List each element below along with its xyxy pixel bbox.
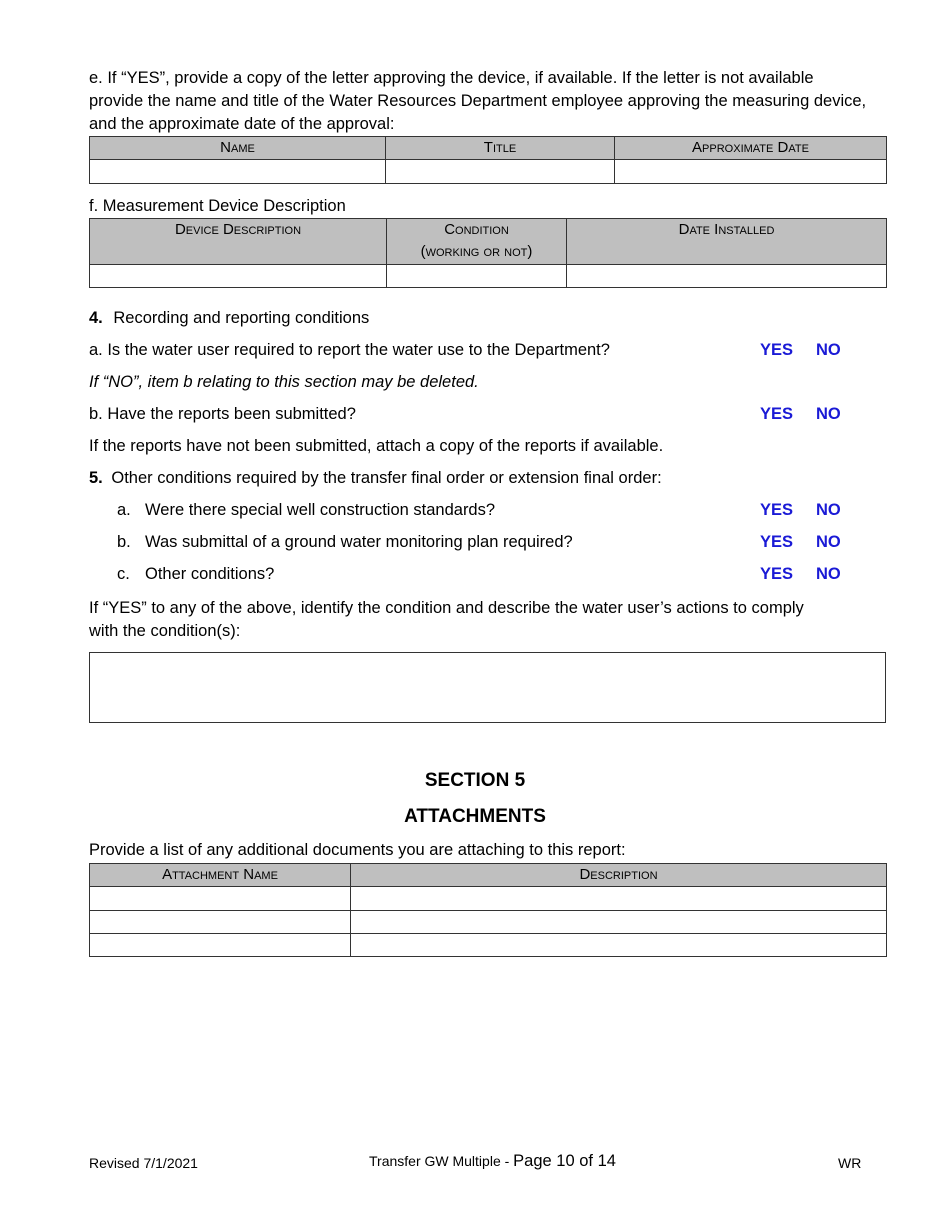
condition-header	[387, 219, 567, 265]
q4b-yes-option[interactable]: YES	[760, 405, 794, 423]
attachment-name-cell[interactable]	[90, 911, 351, 934]
condition-sublabel: (working or not)	[420, 243, 533, 260]
question-5-title: Other conditions required by the transfer final order or extension final order:	[111, 469, 662, 487]
date-installed-cell[interactable]	[567, 265, 887, 288]
item-e-text: e. If “YES”, provide a copy of the letter approving the device, if available. If the letter is not available provide the name and title of the Water Resources Department employee approving the measuring device, and the approximate date of the approval:	[89, 69, 867, 133]
footer-revised: Revised 7/1/2021	[89, 1155, 198, 1171]
reports-attach-note: If the reports have not been submitted, attach a copy of the reports if available.	[89, 437, 664, 455]
attachment-name-cell[interactable]	[90, 887, 351, 911]
description-header: Description	[351, 864, 887, 887]
device-table	[89, 218, 887, 288]
date-installed-header: Date Installed	[567, 219, 887, 265]
attachment-name-cell[interactable]	[90, 934, 351, 957]
attachments-table	[89, 863, 887, 957]
device-description-header: Device Description	[90, 219, 387, 265]
q5c-yes-option[interactable]: YES	[760, 565, 794, 583]
name-cell[interactable]	[90, 160, 386, 184]
q5c-no-option[interactable]: NO	[816, 565, 841, 583]
title-cell[interactable]	[386, 160, 615, 184]
name-header: Name	[90, 137, 386, 160]
section-5-heading: SECTION 5	[424, 770, 526, 791]
footer-code: WR	[838, 1155, 862, 1171]
question-5-number: 5.	[89, 469, 103, 487]
table-row	[90, 911, 887, 934]
title-header: Title	[386, 137, 615, 160]
question-4a: a. Is the water user required to report the water use to the Department?	[89, 341, 610, 359]
q5a-letter: a.	[117, 501, 131, 519]
section-4-note: If “NO”, item b relating to this section may be deleted.	[89, 373, 479, 391]
condition-cell[interactable]	[387, 265, 567, 288]
question-5c	[117, 565, 274, 584]
question-5-heading	[89, 469, 662, 488]
footer-document	[369, 1152, 616, 1171]
q5b-text: Was submittal of a ground water monitoring plan required?	[145, 533, 573, 551]
item-f-text: f. Measurement Device Description	[89, 197, 346, 215]
description-cell[interactable]	[351, 911, 887, 934]
attachments-intro: Provide a list of any additional documents you are attaching to this report:	[89, 841, 626, 859]
table-row	[90, 934, 887, 957]
footer-doc-title: Transfer GW Multiple -	[369, 1153, 514, 1169]
approximate-date-cell[interactable]	[615, 160, 887, 184]
section-4-heading	[89, 309, 369, 328]
q4a-yes-option[interactable]: YES	[760, 341, 794, 359]
conditions-text-box[interactable]	[89, 652, 886, 723]
question-5a	[117, 501, 495, 520]
question-5b	[117, 533, 573, 552]
attachments-heading: ATTACHMENTS	[404, 806, 546, 827]
q4a-no-option[interactable]: NO	[816, 341, 841, 359]
section-4-number: 4.	[89, 309, 103, 327]
approximate-date-header: Approximate Date	[615, 137, 887, 160]
table-row	[90, 887, 887, 911]
q5b-no-option[interactable]: NO	[816, 533, 841, 551]
identify-conditions-text: If “YES” to any of the above, identify the condition and describe the water user’s actions to comply with the condition(s):	[89, 599, 804, 640]
q5a-text: Were there special well construction standards?	[145, 501, 496, 519]
question-4b: b. Have the reports been submitted?	[89, 405, 356, 423]
device-description-cell[interactable]	[90, 265, 387, 288]
attachment-name-header: Attachment Name	[90, 864, 351, 887]
q5c-text: Other conditions?	[145, 565, 275, 583]
section-4-title: Recording and reporting conditions	[113, 309, 370, 327]
q5a-no-option[interactable]: NO	[816, 501, 841, 519]
q5c-letter: c.	[117, 565, 130, 583]
condition-label: Condition	[444, 221, 509, 238]
description-cell[interactable]	[351, 934, 887, 957]
q4b-no-option[interactable]: NO	[816, 405, 841, 423]
q5b-yes-option[interactable]: YES	[760, 533, 794, 551]
description-cell[interactable]	[351, 887, 887, 911]
q5a-yes-option[interactable]: YES	[760, 501, 794, 519]
q5b-letter: b.	[117, 533, 131, 551]
approval-table	[89, 136, 887, 184]
footer-page-number: Page 10 of 14	[513, 1152, 616, 1170]
